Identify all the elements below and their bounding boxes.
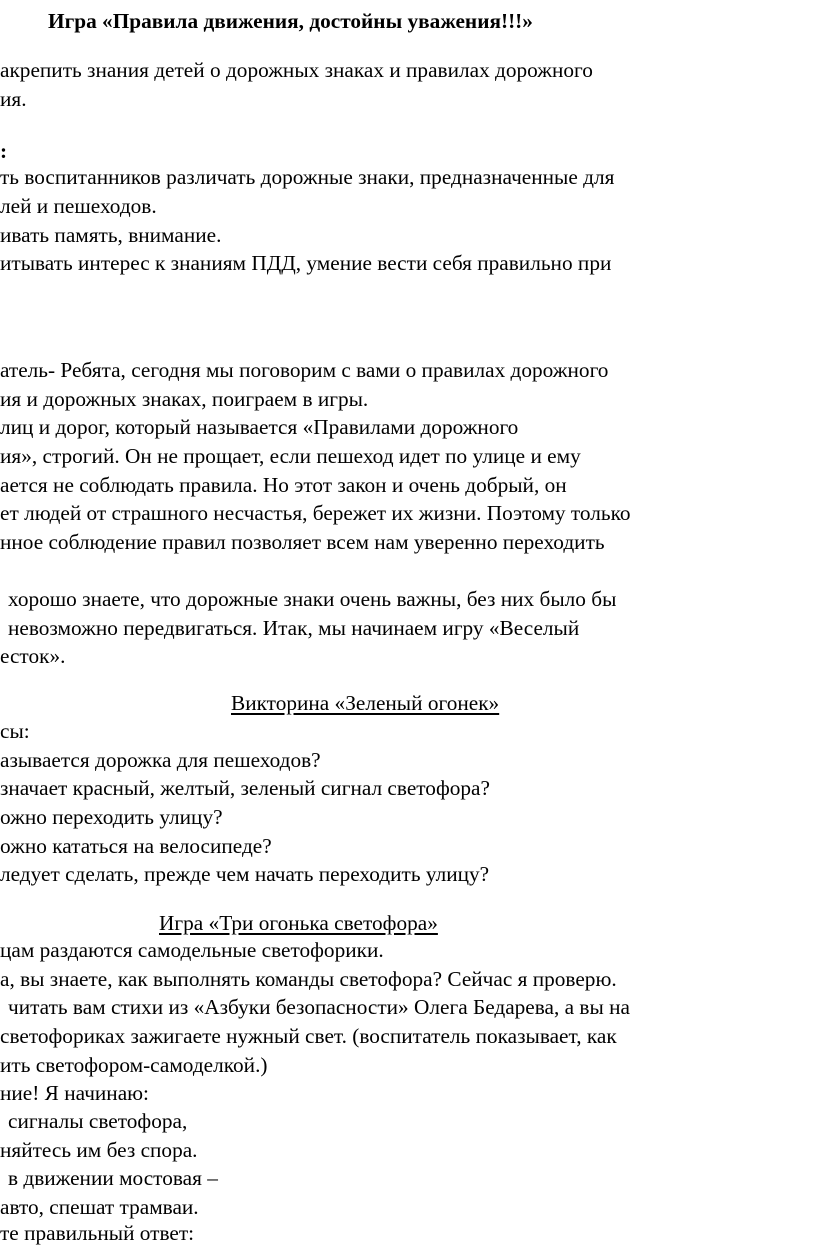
game-line-10: авто, спешат трамваи. — [0, 1195, 199, 1219]
intro-line-3: лиц и дорог, который называется «Правилами дорожного — [0, 415, 519, 439]
quiz-label: сы: — [0, 719, 30, 743]
game-line-1: цам раздаются самодельные светофорики. — [0, 938, 384, 962]
intro-line-1: атель- Ребята, сегодня мы поговорим с вами о правилах дорожного — [0, 358, 609, 382]
task-line-4: итывать интерес к знаниям ПДД, умение вести себя правильно при — [0, 251, 612, 275]
game-line-7: сигналы светофора, — [8, 1109, 188, 1133]
game-line-5: ить светофором-самоделкой.) — [0, 1053, 268, 1077]
game-line-9: в движении мостовая – — [8, 1166, 218, 1190]
quiz-question-5: ледует сделать, прежде чем начать переходить улицу? — [0, 862, 490, 886]
game-line-3: читать вам стихи из «Азбуки безопасности» Олега Бедарева, а вы на — [8, 995, 630, 1019]
document-title: Игра «Правила движения, достойны уважения!!!» — [48, 9, 533, 33]
goal-line-2: ия. — [0, 87, 27, 111]
intro-line-2: ия и дорожных знаках, поиграем в игры. — [0, 387, 369, 411]
game-line-6: ние! Я начинаю: — [0, 1081, 149, 1105]
quiz-question-3: ожно переходить улицу? — [0, 805, 223, 829]
quiz-question-2: значает красный, желтый, зеленый сигнал светофора? — [0, 776, 490, 800]
game-line-2: а, вы знаете, как выполнять команды светофора? Сейчас я проверю. — [0, 967, 617, 991]
intro-line-7: нное соблюдение правил позволяет всем нам уверенно переходить — [0, 530, 605, 554]
signs-line-2: невозможно передвигаться. Итак, мы начинаем игру «Веселый — [8, 616, 580, 640]
tasks-heading: : — [0, 139, 8, 163]
quiz-heading: Викторина «Зеленый огонек» — [231, 691, 500, 715]
quiz-question-4: ожно кататься на велосипеде? — [0, 834, 272, 858]
task-line-3: ивать память, внимание. — [0, 223, 222, 247]
signs-line-1: хорошо знаете, что дорожные знаки очень важны, без них было бы — [8, 587, 617, 611]
intro-line-4: ия», строгий. Он не прощает, если пешеход идет по улице и ему — [0, 444, 581, 468]
quiz-question-1: азывается дорожка для пешеходов? — [0, 748, 321, 772]
intro-line-6: ет людей от страшного несчастья, бережет их жизни. Поэтому только — [0, 501, 631, 525]
game-heading: Игра «Три огонька светофора» — [159, 911, 438, 935]
signs-line-3: есток». — [0, 644, 66, 668]
game-line-4: светофориках зажигаете нужный свет. (воспитатель показывает, как — [0, 1024, 617, 1048]
game-line-8: няйтесь им без спора. — [0, 1138, 198, 1162]
goal-line-1: акрепить знания детей о дорожных знаках и правилах дорожного — [0, 58, 593, 82]
task-line-2: лей и пешеходов. — [0, 194, 157, 218]
game-line-11: те правильный ответ: — [0, 1221, 195, 1245]
intro-line-5: ается не соблюдать правила. Но этот закон и очень добрый, он — [0, 473, 567, 497]
task-line-1: ть воспитанников различать дорожные знаки, предназначенные для — [0, 165, 615, 189]
